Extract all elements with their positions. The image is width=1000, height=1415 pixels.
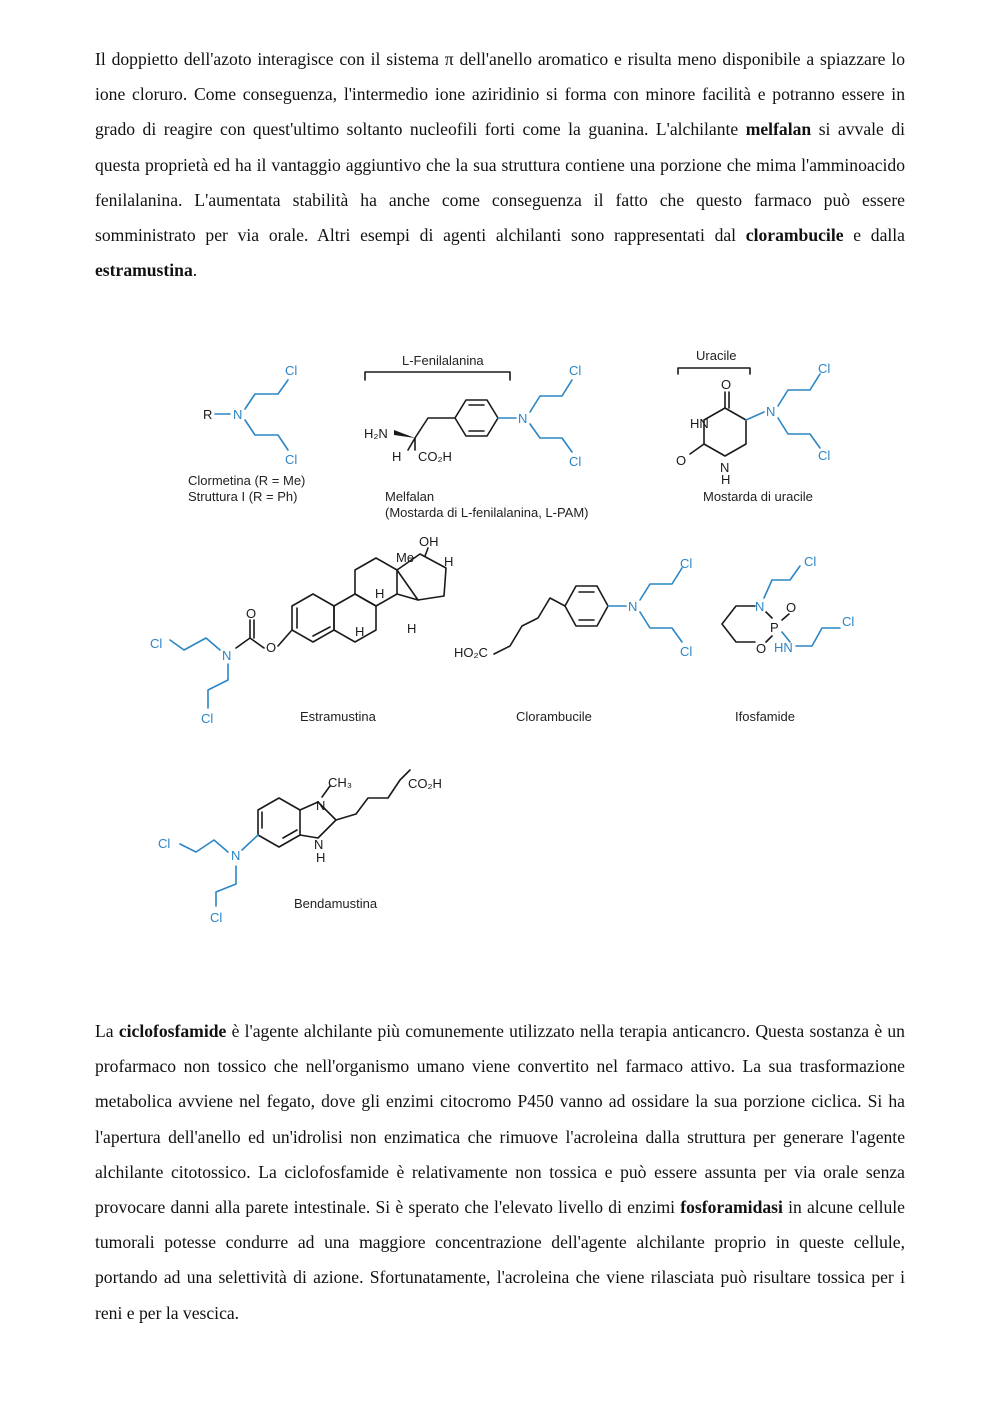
atom-ch3: CH₃ [328,775,353,790]
atom-h: H [392,449,402,464]
atom-cl: Cl [680,556,693,571]
atom-n: N [518,411,528,426]
atom-h: H [407,621,417,636]
atom-oh: OH [419,534,439,549]
atom-cl: Cl [285,452,298,467]
atom-co2h: CO₂H [418,449,452,464]
atom-cl: Cl [569,454,582,469]
term-fosforamidasi: fosforamidasi [680,1197,783,1218]
atom-o: O [756,641,767,656]
atom-cl: Cl [818,361,831,376]
atom-cl: Cl [150,636,163,651]
atom-n: N [231,848,241,863]
atom-r: R [203,407,213,422]
melfalan-structure [364,353,589,520]
text-run: Il doppietto dell'azoto interagisce con il sistema π dell'anello aromatico e risulta meno disponibile a spiazzare lo ione cloruro. Come conseguenza, l'intermedio ione aziridinio si forma con minore facilità e potranno essere in grado di reagire con quest'ultimo soltanto nucleofili forti come la guanina. L'alchilante [95,49,905,140]
bendamustina-structure [158,770,442,925]
bracket-uracile: Uracile [696,348,737,363]
atom-h: H [721,472,731,487]
ifosfamide-structure [722,554,854,724]
atom-n: N [720,460,730,475]
atom-hn: HN [774,640,793,655]
term-clorambucile: clorambucile [745,225,844,246]
caption-clormetina: Clormetina (R = Me) [188,473,306,488]
atom-cl: Cl [210,910,223,925]
atom-n: N [222,648,232,663]
atom-o: O [676,453,687,468]
atom-h: H [444,554,454,569]
caption-ifosfamide: Ifosfamide [735,709,795,724]
atom-ho2c: HO₂C [454,645,488,660]
atom-o: O [786,600,797,615]
atom-h: H [355,624,365,639]
atom-cl: Cl [201,711,214,726]
paragraph-ciclofosfamide [95,1014,905,1331]
atom-me: Me [396,550,415,565]
atom-h: H [375,586,385,601]
atom-cl: Cl [285,363,298,378]
term-estramustina: estramustina [95,260,193,281]
caption-bendamustina: Bendamustina [294,896,378,911]
text-run: si avvale di questa proprietà ed ha il vantaggio aggiuntivo che la sua struttura contiene una porzione che mima l'amminoacido fenilalanina. L'aumentata stabilità ha anche come conseguenza il fatto che questo farmaco può essere somministrato per via orale. Altri esempi di agenti alchilanti sono rappresentati dal [95,119,905,246]
atom-n: N [233,407,243,422]
text-run: in alcune cellule tumorali potesse condurre ad una maggiore concentrazione dell'agente alchilante proprio in queste cellule, portando ad una selettività di azione. Sfortunatamente, l'acroleina che viene rilasciata può risultare tossica per i reni e per la vescica. [95,1197,905,1323]
atom-n: N [755,599,765,614]
bracket-fenilalanina: L-Fenilalanina [402,353,484,368]
caption-melfalan-detail: (Mostarda di L-fenilalanina, L-PAM) [385,505,589,520]
caption-melfalan: Melfalan [385,489,435,504]
atom-cl: Cl [158,836,171,851]
nitrogen-mustards-figure [0,330,1000,950]
caption-clorambucile: Clorambucile [516,709,592,724]
mostarda-uracile-structure [676,348,830,504]
atom-h2n: H₂N [364,426,388,441]
estramustina-structure [150,534,453,726]
atom-hn: HN [690,416,709,431]
atom-co2h: CO₂H [408,776,442,791]
caption-struttura-i: Struttura I (R = Ph) [188,489,298,504]
atom-cl: Cl [680,644,693,659]
atom-n: N [316,798,326,813]
clorambucile-structure [454,556,692,724]
atom-cl: Cl [804,554,817,569]
atom-h: H [316,850,326,865]
atom-o: O [266,640,277,655]
atom-cl: Cl [818,448,831,463]
atom-o: O [246,606,257,621]
text-run: La [95,1021,119,1041]
atom-n: N [628,599,638,614]
clormetina-structure [188,363,305,504]
term-melfalan: melfalan [745,119,812,140]
text-run: è l'agente alchilante più comunemente utilizzato nella terapia anticancro. Questa sostanza è un profarmaco non tossico che nell'organismo umano viene convertito nel farmaco attivo. La sua trasformazione metabolica avviene nel fegato, dove gli enzimi citocromo P450 vanno ad ossidare la sua porzione ciclica. Si ha l'apertura dell'anello ed un'idrolisi non enzimatica che rimuove l'acroleina dalla struttura per generare l'agente alchilante citotossico. La ciclofosfamide è relativamente non tossica e può essere assunta per via orale senza provocare danni alla parete intestinale. Si è sperato che l'elevato livello di enzimi [95,1021,905,1218]
atom-n: N [314,837,324,852]
caption-mostarda-uracile: Mostarda di uracile [703,489,813,504]
term-ciclofosfamide: ciclofosfamide [118,1021,227,1041]
structures-svg [0,330,1000,950]
text-run: . [192,260,198,281]
text-run: e dalla [843,225,905,246]
atom-cl: Cl [842,614,855,629]
paragraph-melfalan [95,42,905,288]
atom-n: N [766,404,776,419]
atom-p: P [770,620,779,635]
atom-cl: Cl [569,363,582,378]
atom-o: O [721,377,732,392]
caption-estramustina: Estramustina [300,709,376,724]
